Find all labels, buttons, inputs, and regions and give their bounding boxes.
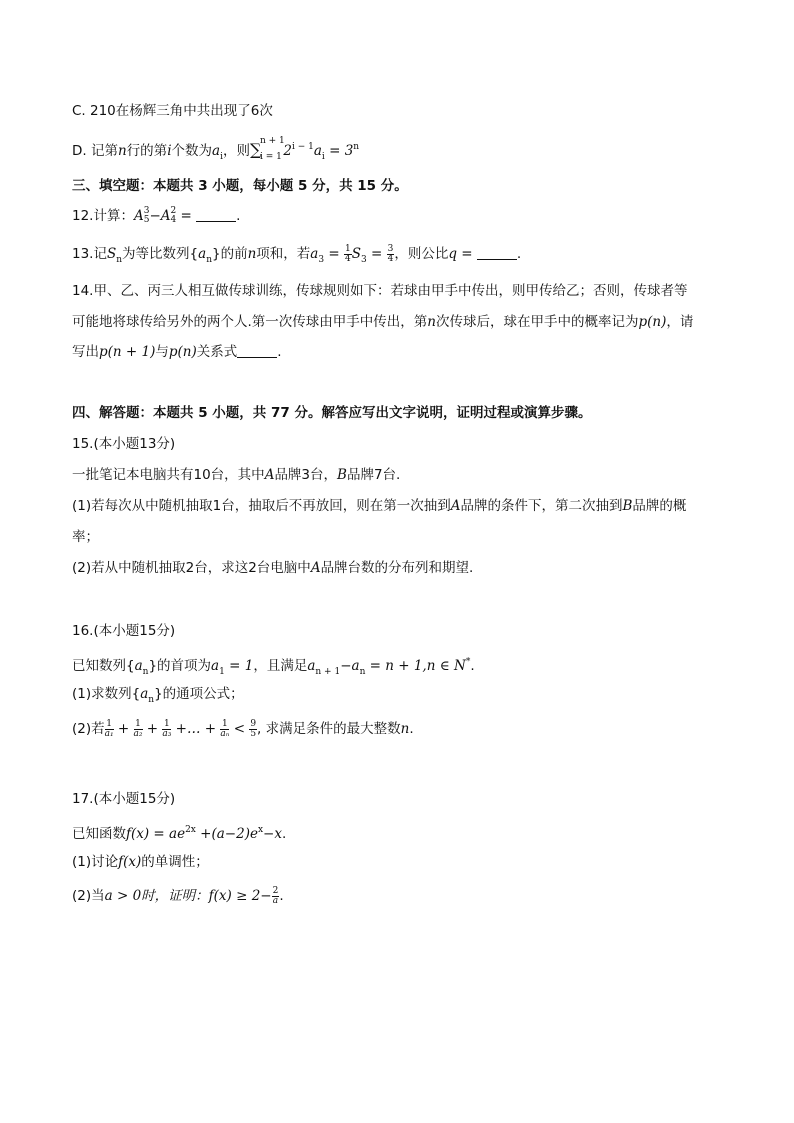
question-17-heading: 17.(本小题15分) bbox=[72, 791, 176, 807]
answer-blank[interactable] bbox=[237, 343, 277, 358]
question-16-part-1: (1)求数列$\{a_n\}$的通项公式； bbox=[72, 686, 244, 705]
option-c: C. 210在杨辉三角中共出现了6次 bbox=[72, 103, 273, 119]
section-3-heading: 三、填空题：本题共 3 小题，每小题 5 分，共 15 分。 bbox=[72, 178, 408, 194]
question-12: 12.计算：A 3 5 −A 2 4 = . bbox=[72, 206, 241, 225]
question-15-part-1-cont: 率； bbox=[72, 529, 99, 545]
question-16-part-2: (2)若 $\frac{1}{\text{a₁}}$ + $\frac{1}{\text{a₂}}$ + $\frac{1}{\text{a₃}}$ +… + $\frac{1}{\text{aₙ}}$ < $\frac{9}{5}$ , 求满足条件的最大整数n. bbox=[72, 718, 414, 739]
question-15-stem: 一批笔记本电脑共有10台，其中A品牌3台，B品牌7台. bbox=[72, 467, 401, 483]
question-16-heading: 16.(本小题15分) bbox=[72, 623, 176, 639]
option-d: D. 记第n行的第i个数为$a_i$，则∑ n + 1 i = 1 $2^{i - 1}a_i = 3^n$ bbox=[72, 136, 360, 162]
question-14-line-3: 写出p(n + 1)与p(n)关系式 . bbox=[72, 344, 282, 360]
fraction: $\frac{3}{4}$ bbox=[387, 243, 394, 264]
question-14-line-1: 14.甲、乙、丙三人相互做传球训练，传球规则如下：若球由甲手中传出，则甲传给乙；否则，传球者等 bbox=[72, 283, 688, 299]
question-13: 13.记$S_n$为等比数列$\{a_n\}$的前n项和，若$a_3$ = $\frac{1}{4}$ $S_3$ = $\frac{3}{4}$ ，则公比q = . bbox=[72, 243, 522, 265]
fraction: $\frac{1}{4}$ bbox=[344, 243, 351, 264]
question-17-stem: 已知函数$f(x) = ae^{2x} +(a-2)e^x-x$. bbox=[72, 825, 287, 842]
question-17-part-1: (1)讨论f(x)的单调性； bbox=[72, 854, 209, 870]
section-4-heading: 四、解答题：本题共 5 小题，共 77 分。解答应写出文字说明，证明过程或演算步骤。 bbox=[72, 405, 592, 421]
question-17-part-2: (2)当a > 0时，证明：f(x) ≥ 2− $\frac{2}{a}$. bbox=[72, 885, 284, 906]
question-15-heading: 15.(本小题13分) bbox=[72, 436, 176, 452]
question-15-part-1: (1)若每次从中随机抽取1台，抽取后不再放回，则在第一次抽到A品牌的条件下，第二次抽到B品牌的概 bbox=[72, 498, 687, 514]
answer-blank[interactable] bbox=[477, 245, 517, 260]
answer-blank[interactable] bbox=[196, 207, 236, 222]
question-15-part-2: (2)若从中随机抽取2台，求这2台电脑中A品牌台数的分布列和期望. bbox=[72, 560, 474, 576]
question-16-stem: 已知数列$\{a_n\}$的首项为$a_1 = 1$，且满足$a_{n + 1}-a_n = n + 1,n$ ∈ N*. bbox=[72, 657, 475, 677]
question-14-line-2: 可能地将球传给另外的两个人.第一次传球由甲手中传出，第n次传球后，球在甲手中的概率记为p(n)，请 bbox=[72, 314, 694, 330]
sum-symbol: ∑ n + 1 i = 1 bbox=[249, 136, 285, 162]
